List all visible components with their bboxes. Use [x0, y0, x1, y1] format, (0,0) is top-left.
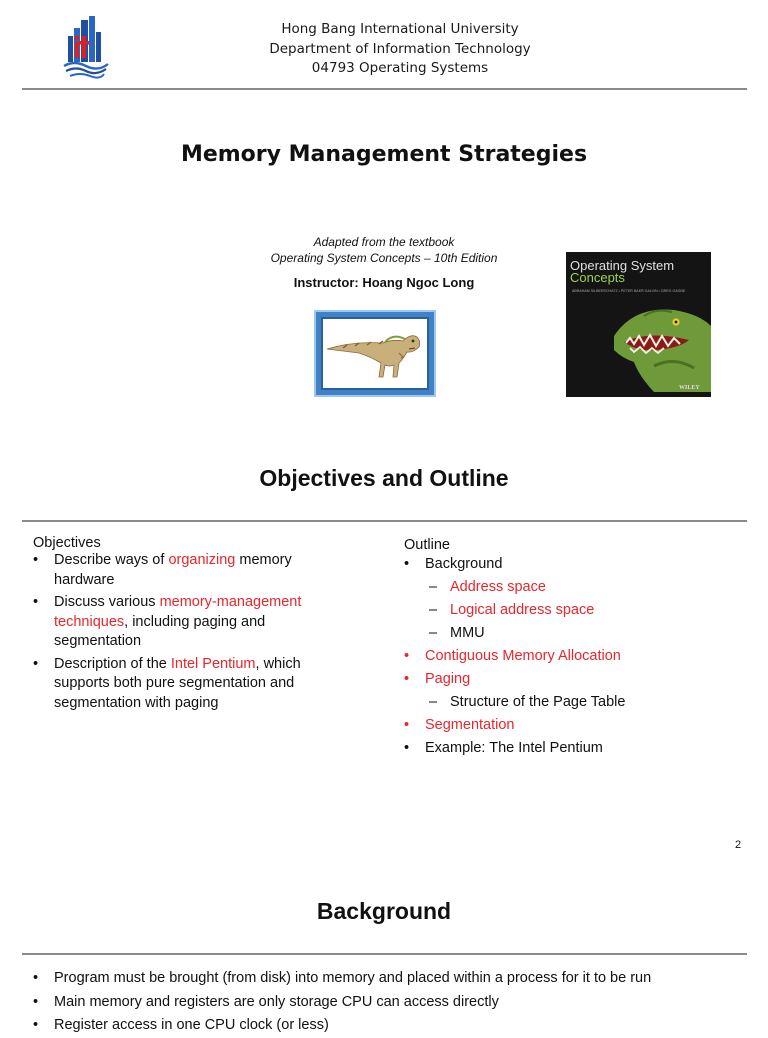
outline-item-paging: • Paging – Structure of the Page Table: [404, 668, 734, 714]
paging-sublist: [425, 691, 734, 714]
list-item: – Address space: [404, 576, 734, 599]
dinosaur-image-panel: [321, 317, 429, 390]
university-name: Hong Bang International University: [281, 21, 519, 37]
objectives-slide-title: Objectives and Outline: [259, 465, 509, 491]
objectives-heading: Objectives: [33, 535, 101, 551]
list-item: • Register access in one CPU clock (or less): [33, 1014, 753, 1038]
book-title-line-1: Operating System: [570, 258, 675, 273]
list-item: • Discuss various memory-management techniques, including paging and segmentation: [33, 593, 353, 652]
list-item: • Description of the Intel Pentium, which supports both pure segmentation and segmentation with paging: [33, 655, 353, 714]
outline-heading: Outline: [404, 537, 450, 553]
list-item: – MMU: [404, 622, 734, 645]
highlight-text: memory-management techniques: [54, 594, 302, 630]
instructor-name: Instructor: Hoang Ngoc Long: [293, 275, 475, 290]
list-item: – Structure of the Page Table: [404, 691, 734, 714]
dinosaur-image-frame: [314, 310, 436, 397]
course-name: 04793 Operating Systems: [311, 60, 489, 76]
dinosaur-cover-art-icon: [594, 296, 711, 392]
highlight-text: organizing: [168, 552, 236, 568]
page-number: 2: [735, 839, 742, 851]
department-name: Department of Information Technology: [269, 40, 531, 57]
list-item: • Main memory and registers are only storage CPU can access directly: [33, 991, 753, 1015]
outline-list: [404, 553, 734, 760]
background-slide-title: Background: [316, 898, 452, 924]
book-title: [570, 260, 674, 284]
outline-column: [404, 537, 734, 760]
background-bullets: [33, 967, 753, 1038]
outline-item-contiguous: • Contiguous Memory Allocation: [404, 645, 734, 668]
background-divider: [22, 953, 747, 955]
book-authors: ABRAHAM SILBERSCHATZ • PETER BAER GALVIN • GREG GAGNE: [572, 289, 686, 293]
adapted-line-2: Operating System Concepts – 10th Edition: [270, 250, 498, 265]
book-publisher: WILEY: [679, 385, 700, 391]
book-title-line-2: Concepts: [570, 270, 625, 285]
background-sublist: [425, 576, 734, 645]
highlight-text: Intel Pentium: [170, 655, 256, 672]
header-divider: [22, 88, 747, 90]
objectives-divider: [22, 520, 747, 522]
dinosaur-icon: [323, 319, 427, 388]
outline-item-background: • Background – Address space – Logical address space – MMU: [404, 553, 734, 645]
university-logo: [62, 14, 110, 80]
adapted-line-1: Adapted from the textbook: [313, 235, 455, 249]
list-item: • Program must be brought (from disk) into memory and placed within a process for it to be run: [33, 967, 753, 991]
list-item: • Describe ways of organizing memory hardware: [33, 551, 353, 590]
adapted-note: [234, 235, 534, 266]
lecture-title: Memory Management Strategies: [180, 142, 588, 167]
objectives-column: [33, 535, 353, 716]
header-block: [200, 20, 600, 79]
outline-item-example: • Example: The Intel Pentium: [404, 737, 734, 760]
objectives-list: [33, 551, 353, 713]
background-list: [33, 967, 753, 1038]
textbook-cover-image: [566, 252, 711, 397]
outline-item-segmentation: • Segmentation: [404, 714, 734, 737]
list-item: – Logical address space: [404, 599, 734, 622]
